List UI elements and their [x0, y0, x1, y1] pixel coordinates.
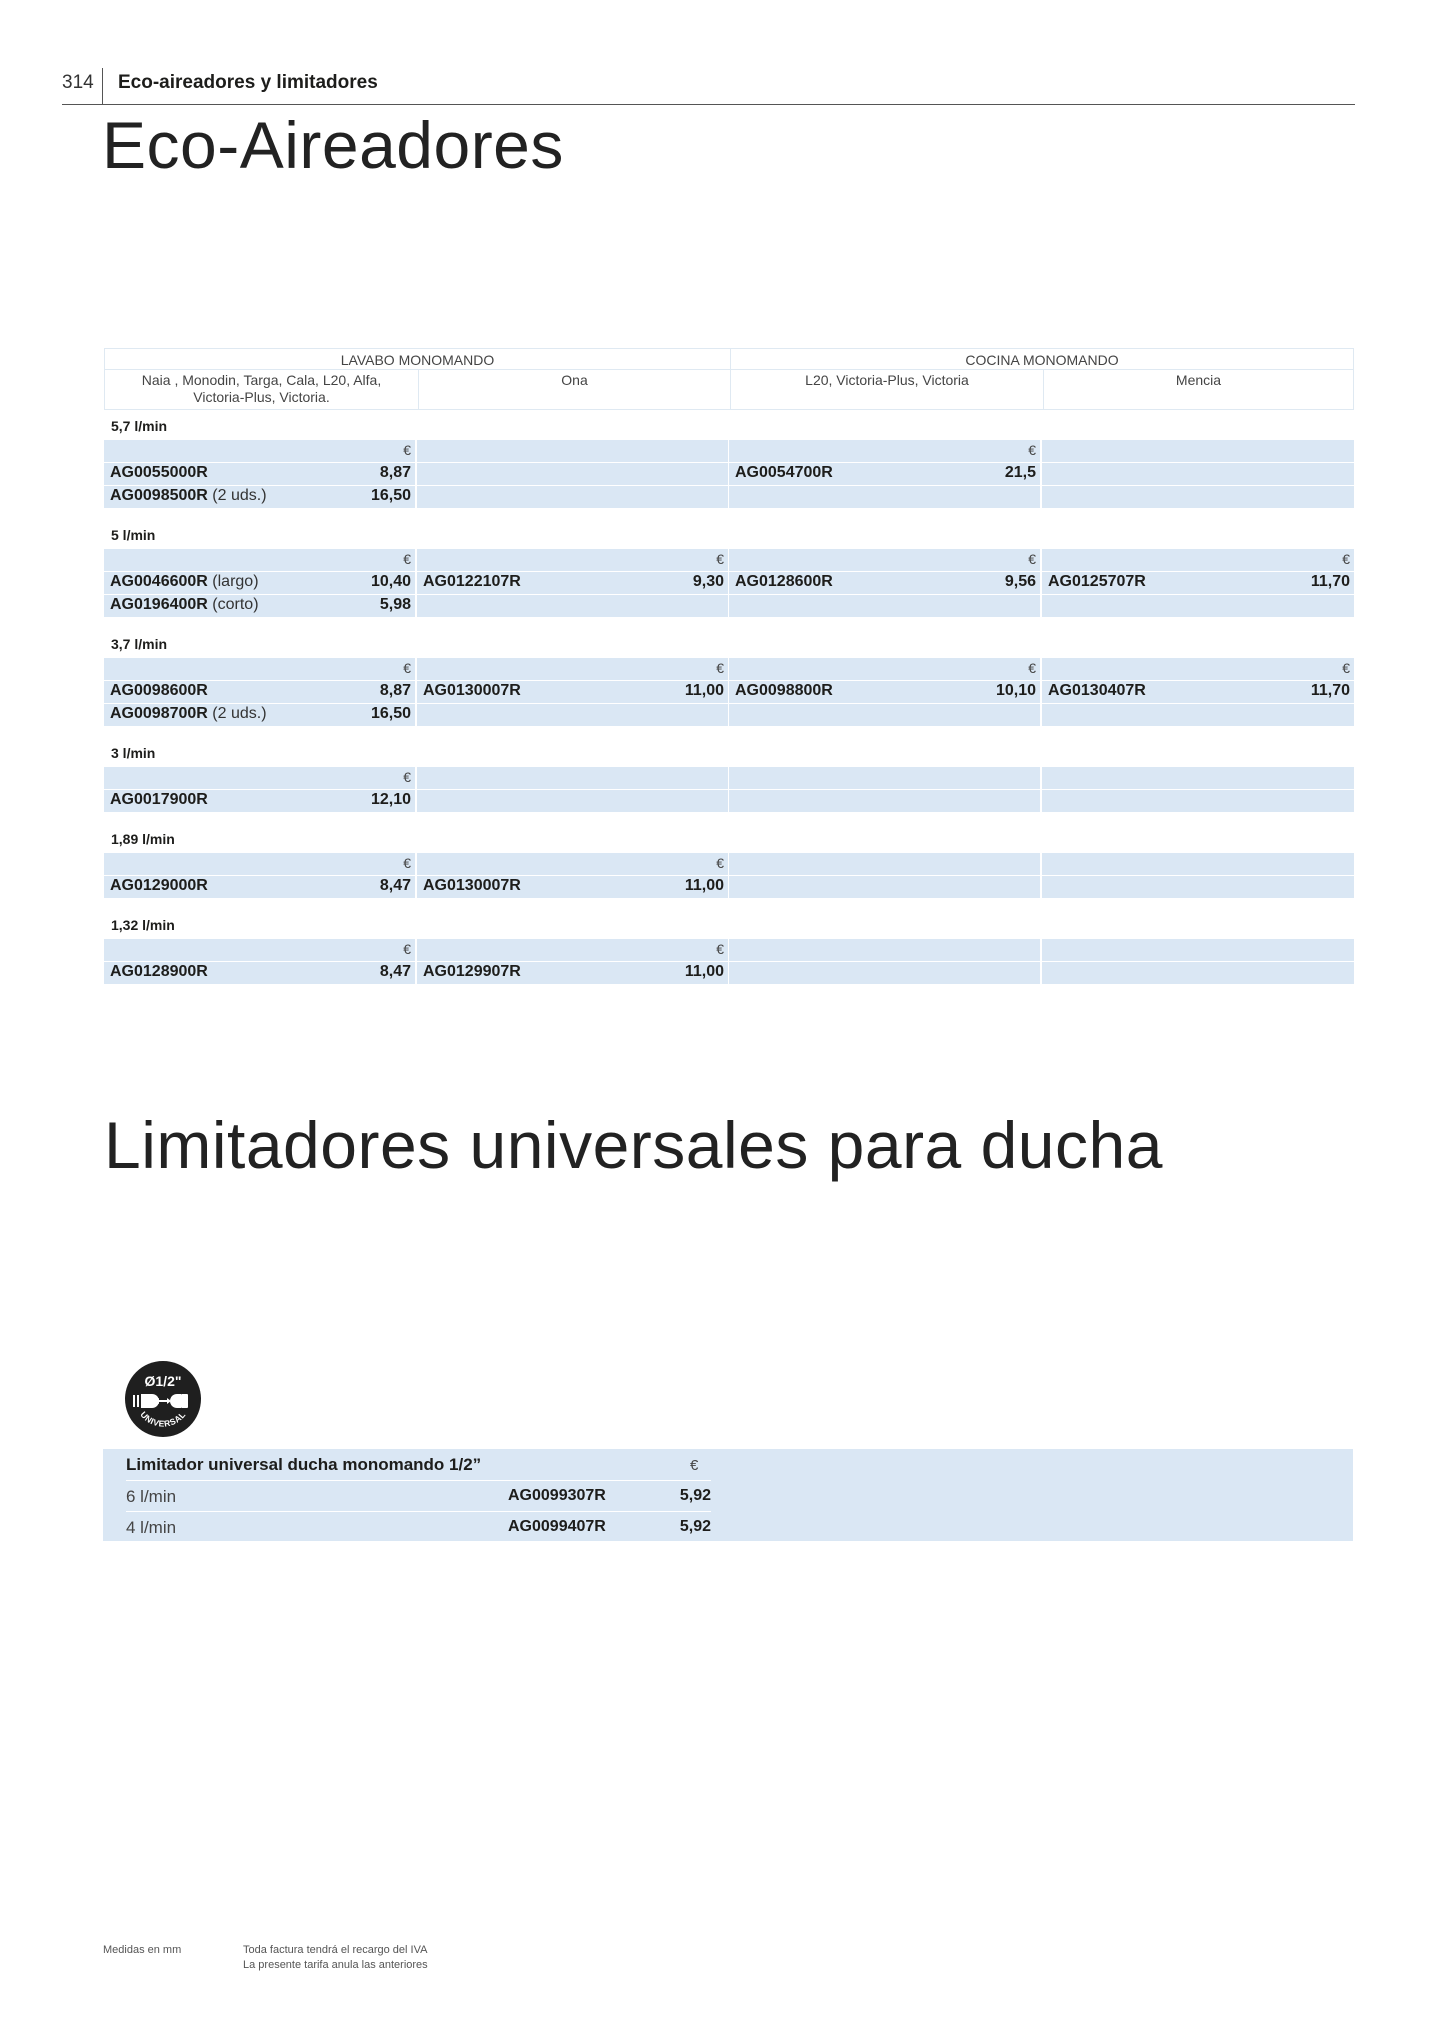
currency-row	[104, 549, 1354, 571]
product-note: (corto)	[207, 596, 259, 613]
table-cell	[417, 595, 728, 617]
footer-line: Toda factura tendrá el recargo del IVA	[243, 1944, 428, 1956]
column-header-cocina-models	[730, 369, 1043, 409]
table-row	[126, 1511, 711, 1542]
table-cell	[104, 876, 415, 898]
table-row	[104, 962, 1354, 984]
footer-line: La presente tarifa anula las anteriores	[243, 1959, 428, 1971]
currency-symbol: €	[690, 1457, 699, 1474]
product-code	[110, 596, 259, 614]
icon-universal-text: UNIVERSAL	[138, 1409, 188, 1429]
product-code	[1048, 682, 1146, 700]
product-code-text: AG0128600R	[735, 573, 833, 590]
product-price: 11,00	[684, 963, 724, 980]
product-price: 5,92	[679, 1518, 711, 1535]
product-code-text: AG0098500R	[110, 487, 208, 504]
table-cell	[417, 962, 728, 984]
currency-symbol: €	[403, 855, 411, 871]
product-code	[110, 791, 208, 809]
product-code-text: AG0130407R	[1048, 682, 1146, 699]
table-cell	[417, 440, 728, 462]
table-row	[104, 681, 1354, 703]
product-code-text: AG0046600R	[110, 573, 208, 590]
currency-symbol: €	[403, 551, 411, 567]
table-cell	[104, 962, 415, 984]
product-code-text: AG0098600R	[110, 682, 208, 699]
product-code	[110, 877, 208, 895]
table-cell	[1042, 440, 1354, 462]
product-price: 11,70	[1310, 682, 1350, 699]
table-cell	[1042, 790, 1354, 812]
table-cell	[104, 658, 415, 680]
column-header-ona	[418, 369, 730, 409]
product-code-text: AG0130007R	[423, 877, 521, 894]
table-cell	[417, 704, 728, 726]
table-cell	[104, 790, 415, 812]
product-code	[423, 573, 521, 591]
table-cell	[104, 463, 415, 485]
product-code	[1048, 573, 1146, 591]
table-row	[126, 1480, 711, 1511]
currency-symbol: €	[716, 551, 724, 567]
product-code	[110, 573, 259, 591]
product-price: 8,47	[379, 877, 411, 894]
product-code: AG0099307R	[508, 1487, 606, 1504]
group-lavabo: LAVABO MONOMANDO	[340, 352, 495, 368]
table-cell	[729, 962, 1040, 984]
currency-symbol: €	[716, 941, 724, 957]
table-cell	[1042, 658, 1354, 680]
product-price: 8,87	[379, 682, 411, 699]
product-price: 21,5	[1004, 464, 1036, 481]
product-price: 5,98	[379, 596, 411, 613]
table-row	[104, 486, 1354, 508]
table-cell	[104, 595, 415, 617]
table-cell	[1042, 549, 1354, 571]
table-cell	[1042, 572, 1354, 594]
flow-rate-label: 1,32 l/min	[111, 917, 175, 933]
product-code	[423, 877, 521, 895]
table-cell	[1042, 681, 1354, 703]
flow-rate: 6 l/min	[126, 1487, 177, 1506]
table-cell	[417, 853, 728, 875]
product-code	[423, 682, 521, 700]
product-price: 10,40	[370, 573, 411, 590]
column-header-line: Ona	[561, 372, 588, 388]
table-cell	[729, 704, 1040, 726]
product-code	[110, 963, 208, 981]
table-cell	[417, 549, 728, 571]
table-cell	[729, 595, 1040, 617]
product-price: 8,47	[379, 963, 411, 980]
section-title-limitadores: Limitadores universales para ducha	[104, 1108, 1163, 1182]
product-code-text: AG0129000R	[110, 877, 208, 894]
currency-row	[104, 767, 1354, 789]
table-cell	[729, 549, 1040, 571]
product-price: 12,10	[370, 791, 411, 808]
table-cell	[417, 486, 728, 508]
product-code-text: AG0017900R	[110, 791, 208, 808]
table-cell	[417, 681, 728, 703]
aerator-price-table	[104, 348, 1354, 1004]
product-price: 10,10	[995, 682, 1036, 699]
table-cell	[729, 876, 1040, 898]
table-row	[104, 704, 1354, 726]
footer-measurements-note: Medidas en mm	[103, 1944, 182, 1956]
table-cell	[729, 853, 1040, 875]
product-code-text: AG0129907R	[423, 963, 521, 980]
product-code	[735, 573, 833, 591]
page-header	[62, 68, 1355, 105]
currency-symbol: €	[403, 660, 411, 676]
currency-symbol: €	[1342, 551, 1350, 567]
product-price: 8,87	[379, 464, 411, 481]
column-header-line: Victoria-Plus, Victoria.	[193, 389, 330, 405]
product-price: 11,00	[684, 877, 724, 894]
column-header-lavabo-models	[105, 369, 418, 409]
flow-rate-label: 5 l/min	[111, 527, 156, 543]
table-cell	[729, 463, 1040, 485]
product-price: 11,00	[684, 682, 724, 699]
product-note: (2 uds.)	[207, 487, 267, 504]
currency-row	[104, 853, 1354, 875]
product-code: AG0099407R	[508, 1518, 606, 1535]
currency-symbol: €	[1028, 442, 1036, 458]
table-cell	[104, 939, 415, 961]
column-header-mencia	[1043, 369, 1353, 409]
product-code	[735, 682, 833, 700]
product-code-text: AG0122107R	[423, 573, 521, 590]
table-cell	[104, 486, 415, 508]
table-cell	[417, 790, 728, 812]
table-cell	[1042, 486, 1354, 508]
product-code-text: AG0196400R	[110, 596, 208, 613]
table-row	[104, 876, 1354, 898]
table-cell	[1042, 962, 1354, 984]
table-cell	[729, 681, 1040, 703]
product-code-text: AG0098700R	[110, 705, 208, 722]
currency-symbol: €	[403, 769, 411, 785]
page-number: 314	[62, 72, 94, 93]
table-row	[104, 572, 1354, 594]
product-price: 5,92	[679, 1487, 711, 1504]
section-title-eco-aireadores: Eco-Aireadores	[102, 108, 564, 182]
shower-limiter-table	[103, 1449, 1353, 1541]
product-code-text: AG0125707R	[1048, 573, 1146, 590]
currency-row	[104, 658, 1354, 680]
product-code	[110, 705, 267, 723]
table-cell	[729, 767, 1040, 789]
table-cell	[1042, 463, 1354, 485]
flow-rate: 4 l/min	[126, 1518, 177, 1537]
universal-connector-icon	[124, 1360, 202, 1438]
currency-row	[104, 939, 1354, 961]
product-code-text: AG0130007R	[423, 682, 521, 699]
product-code-text: AG0054700R	[735, 464, 833, 481]
table-cell	[104, 704, 415, 726]
flow-rate-label: 3 l/min	[111, 745, 156, 761]
table-cell	[417, 463, 728, 485]
header-divider	[102, 68, 103, 104]
product-price: 9,30	[692, 573, 724, 590]
flow-rate-label: 5,7 l/min	[111, 418, 168, 434]
column-header-line: L20, Victoria-Plus, Victoria	[805, 372, 969, 388]
currency-symbol: €	[1028, 551, 1036, 567]
currency-symbol: €	[716, 660, 724, 676]
table-cell	[417, 939, 728, 961]
footer-legal-note	[243, 1943, 428, 1973]
limiter-table-title: Limitador universal ducha monomando 1/2”	[126, 1455, 482, 1474]
currency-symbol: €	[1028, 660, 1036, 676]
table-row	[104, 463, 1354, 485]
product-note: (2 uds.)	[207, 705, 267, 722]
product-note: (largo)	[207, 573, 259, 590]
column-header-line: Mencia	[1175, 372, 1222, 388]
product-price: 16,50	[370, 487, 411, 504]
table-cell	[417, 572, 728, 594]
table-cell	[104, 440, 415, 462]
table-cell	[104, 681, 415, 703]
column-header-row	[104, 369, 1354, 410]
table-cell	[104, 549, 415, 571]
product-code-text: AG0128900R	[110, 963, 208, 980]
table-cell	[104, 853, 415, 875]
table-cell	[1042, 939, 1354, 961]
flow-rate-label: 3,7 l/min	[111, 636, 168, 652]
table-cell	[729, 790, 1040, 812]
currency-symbol: €	[716, 855, 724, 871]
table-cell	[1042, 876, 1354, 898]
product-code	[110, 682, 208, 700]
product-code	[110, 464, 208, 482]
product-code	[735, 464, 833, 482]
table-cell	[729, 939, 1040, 961]
table-cell	[1042, 853, 1354, 875]
table-cell	[1042, 595, 1354, 617]
product-code	[110, 487, 267, 505]
header-title: Eco-aireadores y limitadores	[118, 72, 378, 93]
table-cell	[104, 767, 415, 789]
table-cell	[729, 658, 1040, 680]
group-cocina: COCINA MONOMANDO	[730, 349, 1353, 369]
group-header-row	[104, 348, 1354, 370]
table-cell	[417, 876, 728, 898]
table-row	[104, 595, 1354, 617]
currency-symbol: €	[1342, 660, 1350, 676]
product-price: 11,70	[1310, 573, 1350, 590]
currency-row	[104, 440, 1354, 462]
table-cell	[104, 572, 415, 594]
flow-rate-label: 1,89 l/min	[111, 831, 175, 847]
product-price: 9,56	[1004, 573, 1036, 590]
table-cell	[1042, 704, 1354, 726]
currency-symbol: €	[403, 941, 411, 957]
table-row	[104, 790, 1354, 812]
currency-symbol: €	[403, 442, 411, 458]
column-header-line: Naia , Monodin, Targa, Cala, L20, Alfa,	[141, 372, 382, 388]
product-code-text: AG0098800R	[735, 682, 833, 699]
table-cell	[417, 658, 728, 680]
product-code	[423, 963, 521, 981]
table-cell	[729, 486, 1040, 508]
table-cell	[729, 572, 1040, 594]
product-code-text: AG0055000R	[110, 464, 208, 481]
icon-diameter-text: Ø1/2"	[144, 1373, 182, 1389]
table-cell	[417, 767, 728, 789]
table-cell	[1042, 767, 1354, 789]
product-price: 16,50	[370, 705, 411, 722]
table-cell	[729, 440, 1040, 462]
